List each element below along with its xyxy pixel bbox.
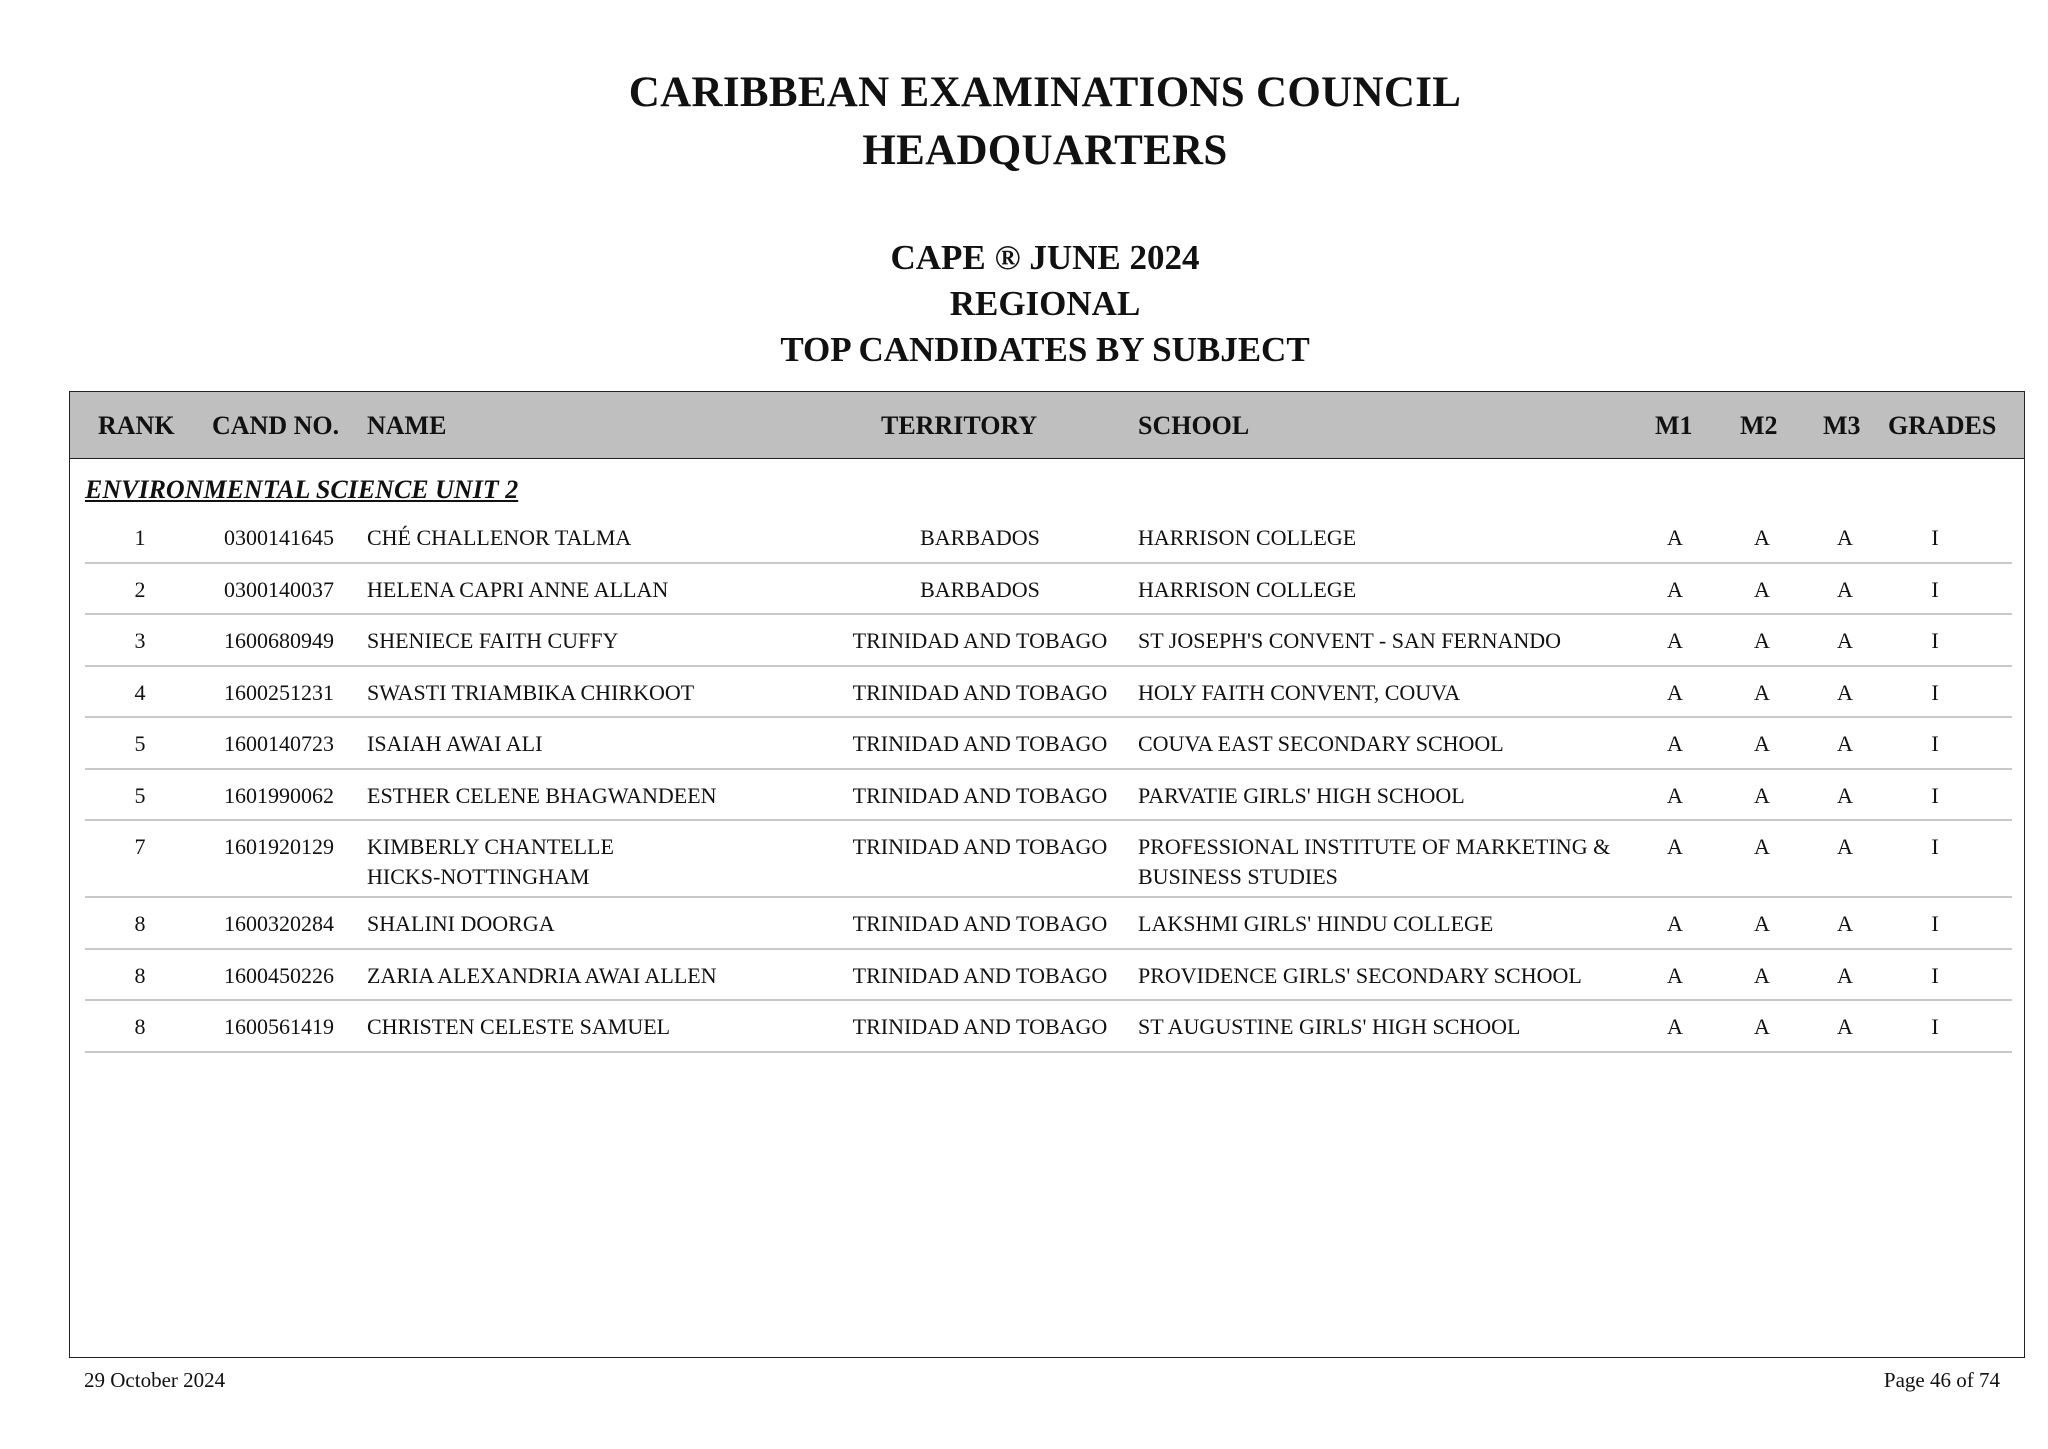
grade-cell: I [1931, 834, 1939, 859]
name-cell: KIMBERLY CHANTELLE HICKS-NOTTINGHAM [367, 834, 614, 889]
school-cell: HARRISON COLLEGE [1138, 525, 1357, 550]
m1-cell: A [1667, 679, 1683, 705]
council-title: CARIBBEAN EXAMINATIONS COUNCIL [628, 69, 1462, 116]
col-school: SCHOOL [1138, 411, 1250, 440]
m1-cell: A [1667, 962, 1683, 988]
school-cell: ST AUGUSTINE GIRLS' HIGH SCHOOL [1138, 1014, 1521, 1039]
name-cell: CHÉ CHALLENOR TALMA [367, 525, 632, 550]
table-row [85, 615, 2012, 667]
m3-cell: A [1837, 782, 1853, 808]
school-cell: PROFESSIONAL INSTITUTE OF MARKETING & BUSINESS STUDIES [1138, 834, 1611, 889]
rank-cell: 8 [134, 962, 146, 988]
territory-cell: TRINIDAD AND TOBAGO [852, 1014, 1108, 1039]
school-cell: COUVA EAST SECONDARY SCHOOL [1138, 731, 1504, 756]
grade-cell: I [1931, 679, 1939, 705]
cand-no-cell: 1600140723 [224, 731, 334, 756]
m1-cell: A [1667, 731, 1683, 756]
cand-no-cell: 1600450226 [224, 962, 334, 988]
table-row [85, 950, 2012, 1002]
cand-no-cell: 0300140037 [224, 576, 334, 602]
territory-cell: TRINIDAD AND TOBAGO [852, 911, 1108, 936]
territory-cell: TRINIDAD AND TOBAGO [852, 834, 1108, 859]
rank-cell: 4 [134, 679, 146, 705]
col-rank: RANK [98, 411, 175, 440]
m1-cell: A [1667, 576, 1683, 602]
table-header [70, 392, 2024, 459]
name-cell: ISAIAH AWAI ALI [367, 731, 543, 756]
cand-no-cell: 1600320284 [224, 911, 334, 936]
school-cell: LAKSHMI GIRLS' HINDU COLLEGE [1138, 911, 1494, 936]
table-row [85, 821, 2012, 898]
table-row [85, 564, 2012, 616]
col-m3: M3 [1823, 411, 1861, 440]
subject-heading: ENVIRONMENTAL SCIENCE UNIT 2 [85, 475, 519, 504]
exam-title: CAPE ® JUNE 2024 [890, 238, 1200, 277]
school-cell: HARRISON COLLEGE [1138, 576, 1357, 602]
col-grades: GRADES [1888, 411, 1997, 440]
name-cell: SWASTI TRIAMBIKA CHIRKOOT [367, 679, 695, 705]
scope-title: REGIONAL [949, 284, 1141, 323]
m1-cell: A [1667, 525, 1683, 550]
results-table [69, 391, 2025, 1358]
m3-cell: A [1837, 911, 1853, 936]
rank-cell: 5 [134, 782, 146, 808]
report-date: 29 October 2024 [84, 1368, 226, 1392]
cand-no-cell: 1601920129 [224, 834, 334, 859]
m2-cell: A [1754, 1014, 1770, 1039]
grade-cell: I [1931, 731, 1939, 756]
col-name: NAME [367, 411, 447, 440]
school-cell: PARVATIE GIRLS' HIGH SCHOOL [1138, 782, 1465, 808]
m2-cell: A [1754, 962, 1770, 988]
territory-cell: TRINIDAD AND TOBAGO [852, 679, 1108, 705]
m3-cell: A [1837, 628, 1853, 653]
m2-cell: A [1754, 731, 1770, 756]
grade-cell: I [1931, 911, 1939, 936]
territory-cell: TRINIDAD AND TOBAGO [852, 731, 1108, 756]
m2-cell: A [1754, 679, 1770, 705]
council-subtitle: HEADQUARTERS [862, 127, 1228, 174]
grade-cell: I [1931, 628, 1939, 653]
report-title: TOP CANDIDATES BY SUBJECT [780, 330, 1310, 369]
m3-cell: A [1837, 576, 1853, 602]
grade-cell: I [1931, 525, 1939, 550]
m3-cell: A [1837, 1014, 1853, 1039]
name-cell: CHRISTEN CELESTE SAMUEL [367, 1014, 671, 1039]
m2-cell: A [1754, 782, 1770, 808]
table-row [85, 898, 2012, 950]
school-cell: PROVIDENCE GIRLS' SECONDARY SCHOOL [1138, 962, 1582, 988]
grade-cell: I [1931, 576, 1939, 602]
cand-no-cell: 1601990062 [224, 782, 334, 808]
rank-cell: 1 [134, 525, 146, 550]
m2-cell: A [1754, 911, 1770, 936]
rank-cell: 8 [134, 1014, 146, 1039]
m1-cell: A [1667, 1014, 1683, 1039]
rank-cell: 7 [134, 834, 146, 859]
cand-no-cell: 1600251231 [224, 679, 334, 705]
name-cell: SHALINI DOORGA [367, 911, 555, 936]
territory-cell: TRINIDAD AND TOBAGO [852, 782, 1108, 808]
m2-cell: A [1754, 628, 1770, 653]
rank-cell: 2 [134, 576, 146, 602]
table-row [85, 1001, 2012, 1053]
m1-cell: A [1667, 782, 1683, 808]
school-cell: HOLY FAITH CONVENT, COUVA [1138, 679, 1461, 705]
m3-cell: A [1837, 525, 1853, 550]
rank-cell: 3 [134, 628, 146, 653]
name-cell: ZARIA ALEXANDRIA AWAI ALLEN [367, 962, 717, 988]
m3-cell: A [1837, 834, 1853, 859]
col-m2: M2 [1740, 411, 1778, 440]
name-cell: SHENIECE FAITH CUFFY [367, 628, 619, 653]
table-row [85, 667, 2012, 719]
cand-no-cell: 0300141645 [224, 525, 334, 550]
territory-cell: TRINIDAD AND TOBAGO [852, 628, 1108, 653]
school-cell: ST JOSEPH'S CONVENT - SAN FERNANDO [1138, 628, 1562, 653]
m3-cell: A [1837, 679, 1853, 705]
grade-cell: I [1931, 782, 1939, 808]
territory-cell: BARBADOS [920, 525, 1040, 550]
territory-cell: TRINIDAD AND TOBAGO [852, 962, 1108, 988]
col-m1: M1 [1655, 411, 1693, 440]
m3-cell: A [1837, 962, 1853, 988]
m1-cell: A [1667, 911, 1683, 936]
cand-no-cell: 1600561419 [224, 1014, 334, 1039]
m1-cell: A [1667, 628, 1683, 653]
col-territory: TERRITORY [881, 411, 1038, 440]
m2-cell: A [1754, 525, 1770, 550]
page-number: Page 46 of 74 [1883, 1368, 2000, 1392]
table-row [85, 512, 2012, 564]
name-cell: ESTHER CELENE BHAGWANDEEN [367, 782, 717, 808]
m1-cell: A [1667, 834, 1683, 859]
grade-cell: I [1931, 1014, 1939, 1039]
cand-no-cell: 1600680949 [224, 628, 334, 653]
m3-cell: A [1837, 731, 1853, 756]
m2-cell: A [1754, 576, 1770, 602]
territory-cell: BARBADOS [920, 576, 1040, 602]
table-row [85, 770, 2012, 822]
rank-cell: 5 [134, 731, 146, 756]
table-row [85, 718, 2012, 770]
col-cand-no: CAND NO. [212, 411, 340, 440]
m2-cell: A [1754, 834, 1770, 859]
rank-cell: 8 [134, 911, 146, 936]
grade-cell: I [1931, 962, 1939, 988]
name-cell: HELENA CAPRI ANNE ALLAN [367, 576, 669, 602]
